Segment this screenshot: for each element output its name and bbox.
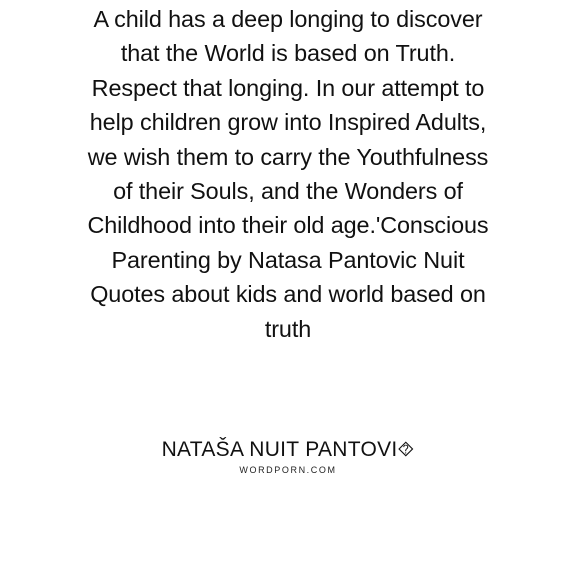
- author-name: NATAŠA NUIT PANTOVI⯑: [161, 438, 415, 461]
- quote-line: help children grow into Inspired Adults,: [89, 109, 487, 136]
- quote-line: we wish them to carry the Youthfulness: [87, 143, 489, 170]
- quote-line: Respect that longing. In our attempt to: [91, 74, 485, 101]
- quote-line: Childhood into their old age.'Conscious: [87, 212, 489, 239]
- source-watermark: WORDPORN.COM: [239, 465, 337, 475]
- quote-line: Parenting by Natasa Pantovic Nuit: [111, 246, 465, 273]
- quote-line: truth: [264, 315, 312, 342]
- quote-line: A child has a deep longing to discover: [93, 6, 483, 32]
- quote-line: that the World is based on Truth.: [120, 40, 456, 67]
- quote-line: Quotes about kids and world based on: [90, 281, 486, 308]
- quote-line: of their Souls, and the Wonders of: [113, 178, 463, 205]
- quote-text: [48, 2, 528, 346]
